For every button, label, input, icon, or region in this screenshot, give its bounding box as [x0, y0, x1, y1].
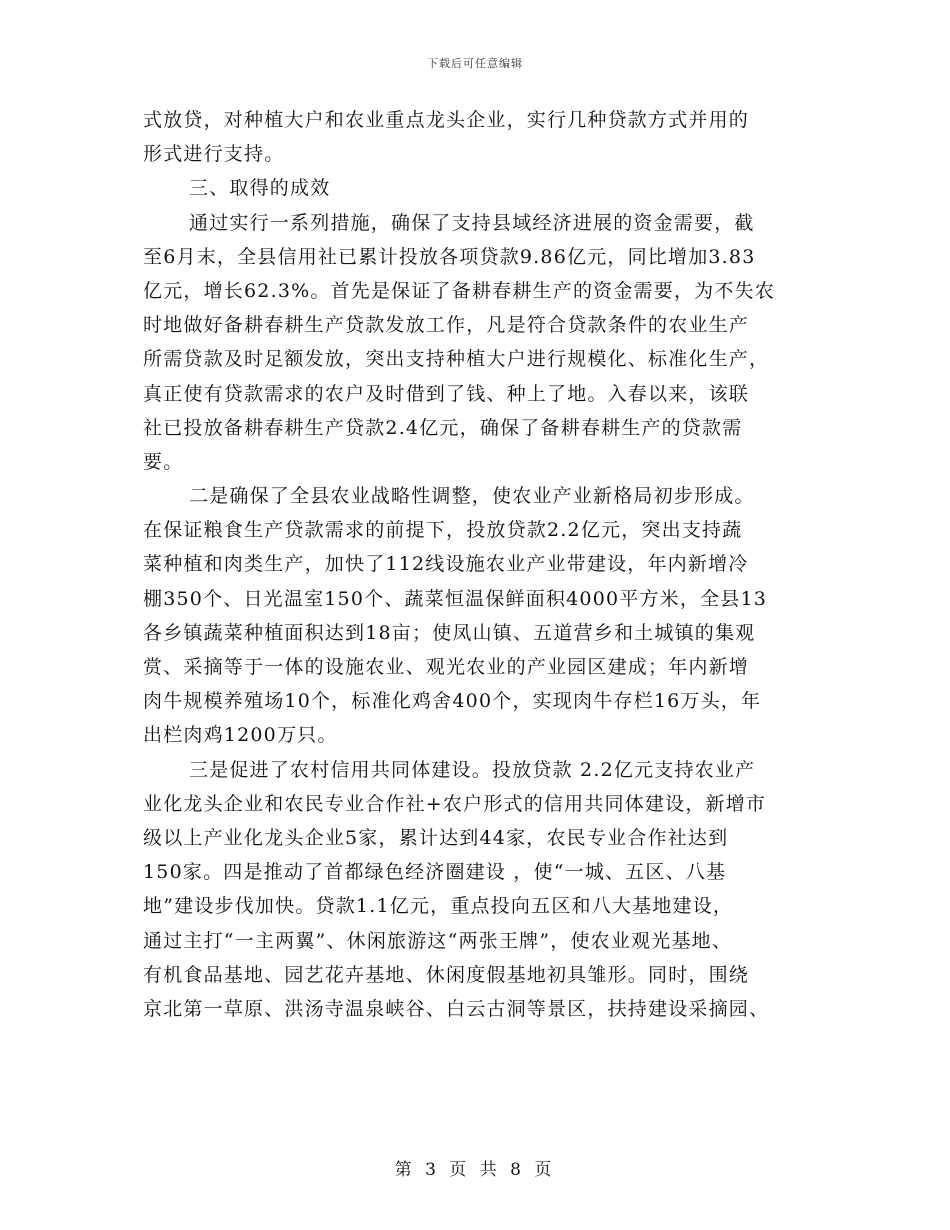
text-line: 通过主打“一主两翼”、休闲旅游这“两张王牌”，使农业观光基地、	[143, 929, 733, 952]
text-line: 要。	[143, 450, 184, 473]
text-line: 业化龙头企业和农民专业合作社+农户形式的信用共同体建设，新增市	[143, 792, 767, 815]
text-line: 京北第一草原、洪汤寺温泉峡谷、白云古洞等景区，扶持建设采摘园、	[143, 997, 770, 1020]
text-line: 肉牛规模养殖场10个，标准化鸡舍400个，实现肉牛存栏16万头，年	[143, 690, 762, 713]
page-footer: 第 3 页 共 8 页	[394, 1160, 556, 1180]
text-line: 有机食品基地、园艺花卉基地、休闲度假基地初具雏形。同时，围绕	[143, 963, 750, 986]
text-line: 通过实行一系列措施，确保了支持县域经济进展的资金需要，截	[189, 211, 755, 234]
text-line: 赏、采摘等于一体的设施农业、观光农业的产业园区建成；年内新增	[143, 656, 750, 678]
text-line: 地”建设步伐加快。贷款1.1亿元，重点投向五区和八大基地建设，	[143, 895, 734, 918]
text-line: 在保证粮食生产贷款需求的前提下，投放贷款2.2亿元，突出支持蔬	[143, 519, 743, 542]
text-line: 三是促进了农村信用共同体建设。投放贷款 2.2亿元支持农业产	[189, 758, 756, 781]
text-line: 社已投放备耕春耕生产贷款2.4亿元，确保了备耕春耕生产的贷款需	[143, 416, 743, 439]
text-line: 真正使有贷款需求的农户及时借到了钱、种上了地。入春以来，该联	[143, 382, 750, 405]
text-line: 级以上产业化龙头企业5家，累计达到44家，农民专业合作社达到	[143, 826, 729, 849]
text-line: 二是确保了全县农业战略性调整，使农业产业新格局初步形成。	[189, 485, 755, 508]
text-line: 三、取得的成效	[189, 177, 331, 200]
text-line: 至6月末，全县信用社已累计投放各项贷款9.86亿元，同比增加3.83	[143, 245, 756, 268]
page-header: 下载后可任意编辑	[427, 57, 523, 70]
text-line: 各乡镇蔬菜种植面积达到18亩；使凤山镇、五道营乡和土城镇的集观	[143, 621, 756, 644]
text-line: 亿元，增长62.3%。首先是保证了备耕春耕生产的资金需要，为不失农	[143, 279, 775, 302]
text-line: 菜种植和肉类生产，加快了112线设施农业产业带建设，年内新增冷	[143, 553, 749, 576]
text-line: 150家。四是推动了首都绿色经济圈建设 ，使“一城、五区、八基	[143, 861, 727, 884]
text-line: 式放贷，对种植大户和农业重点龙头企业，实行几种贷款方式并用的	[143, 109, 750, 131]
body-text	[143, 103, 813, 1026]
text-line: 出栏肉鸡1200万只。	[143, 724, 338, 747]
text-line: 棚350个、日光温室150个、蔬菜恒温保鲜面积4000平方米，全县13	[143, 587, 768, 610]
text-line: 时地做好备耕春耕生产贷款发放工作，凡是符合贷款条件的农业生产	[143, 314, 750, 337]
text-line: 形式进行支持。	[143, 143, 285, 166]
text-line: 所需贷款及时足额发放，突出支持种植大户进行规模化、标准化生产，	[143, 348, 770, 371]
